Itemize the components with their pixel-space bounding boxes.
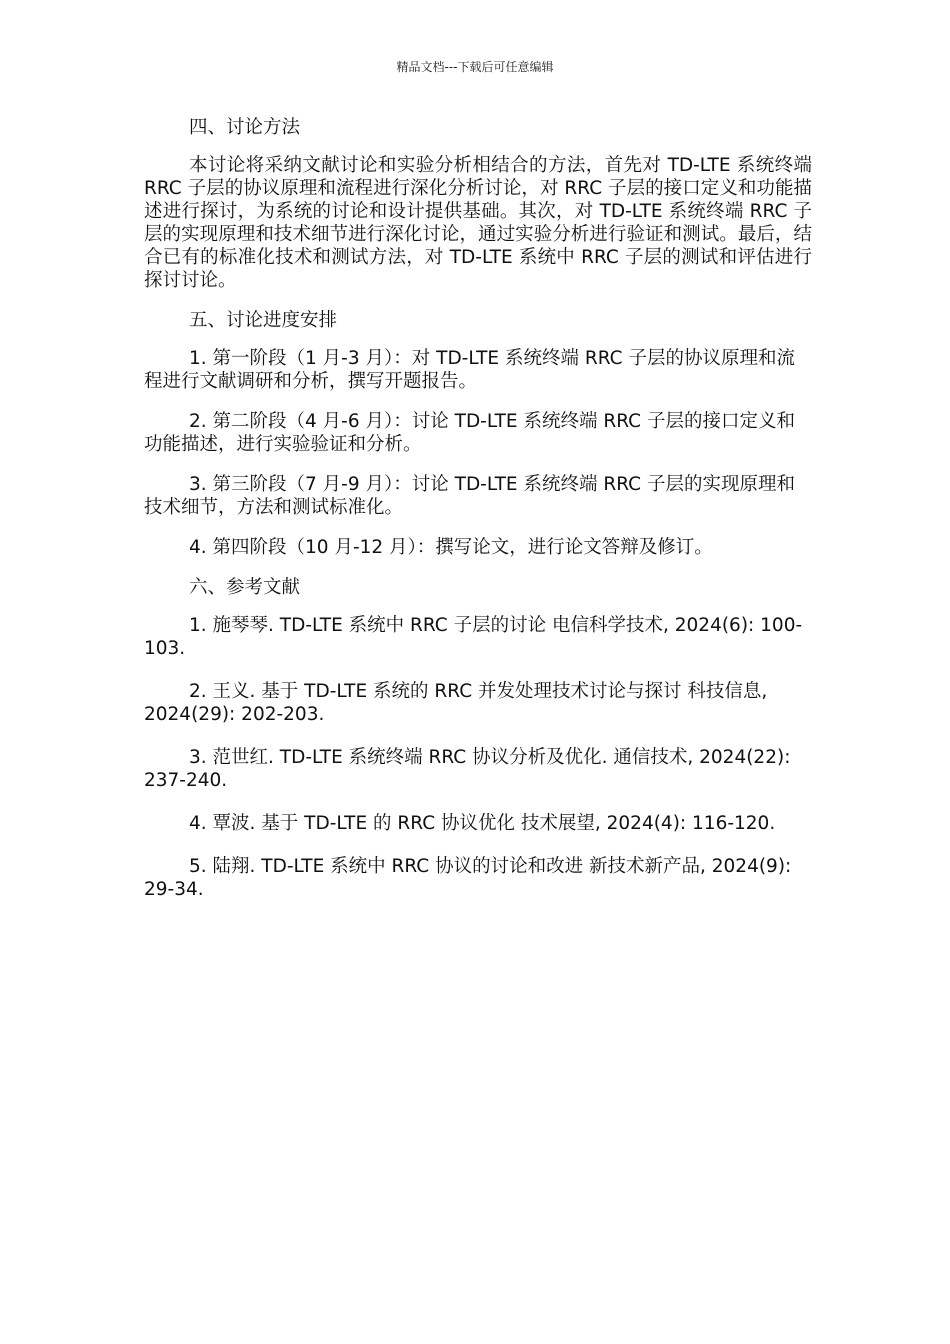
schedule-item: 4. 第四阶段（10 月-12 月）：撰写论文，进行论文答辩及修订。 xyxy=(189,537,713,558)
schedule-item: 2. 第二阶段（4 月-6 月）：讨论 TD-LTE 系统终端 RRC 子层的接口定义和功能描述，进行实验验证和分析。 xyxy=(144,411,795,455)
method-heading: 四、讨论方法 xyxy=(189,117,301,138)
schedule-item: 3. 第三阶段（7 月-9 月）：讨论 TD-LTE 系统终端 RRC 子层的实现原理和技术细节，方法和测试标准化。 xyxy=(144,474,795,518)
reference-item: 2. 王义. 基于 TD-LTE 系统的 RRC 并发处理技术讨论与探讨 科技信息, 2024(29): 202-203. xyxy=(144,681,768,725)
page-header: 精品文档---下载后可任意编辑 xyxy=(396,60,554,74)
references-heading: 六、参考文献 xyxy=(189,577,301,598)
reference-item: 4. 覃波. 基于 TD-LTE 的 RRC 协议优化 技术展望, 2024(4): 116-120. xyxy=(189,813,776,834)
method-paragraph: 本讨论将采纳文献讨论和实验分析相结合的方法，首先对 TD-LTE 系统终端 RRC 子层的协议原理和流程进行深化分析讨论，对 RRC 子层的接口定义和功能描述进行探讨，为系统的讨论和设计提供基础。其次，对 TD-LTE 系统终端 RRC 子层的实现原理和技术细节进行深化讨论，通过实验分析进行验证和测试。最后，结合已有的标准化技术和测试方法，对 TD-LTE 系统中 RRC 子层的测试和评估进行探讨讨论。 xyxy=(144,155,812,291)
schedule-heading: 五、讨论进度安排 xyxy=(189,310,338,331)
document-body xyxy=(144,116,812,921)
reference-item: 5. 陆翔. TD-LTE 系统中 RRC 协议的讨论和改进 新技术新产品, 2024(9): 29-34. xyxy=(144,856,792,900)
schedule-item: 1. 第一阶段（1 月-3 月）：对 TD-LTE 系统终端 RRC 子层的协议原理和流程进行文献调研和分析，撰写开题报告。 xyxy=(144,348,795,392)
reference-item: 3. 范世红. TD-LTE 系统终端 RRC 协议分析及优化. 通信技术, 2024(22): 237-240. xyxy=(144,747,791,791)
reference-item: 1. 施琴琴. TD-LTE 系统中 RRC 子层的讨论 电信科学技术, 2024(6): 100-103. xyxy=(144,615,803,659)
